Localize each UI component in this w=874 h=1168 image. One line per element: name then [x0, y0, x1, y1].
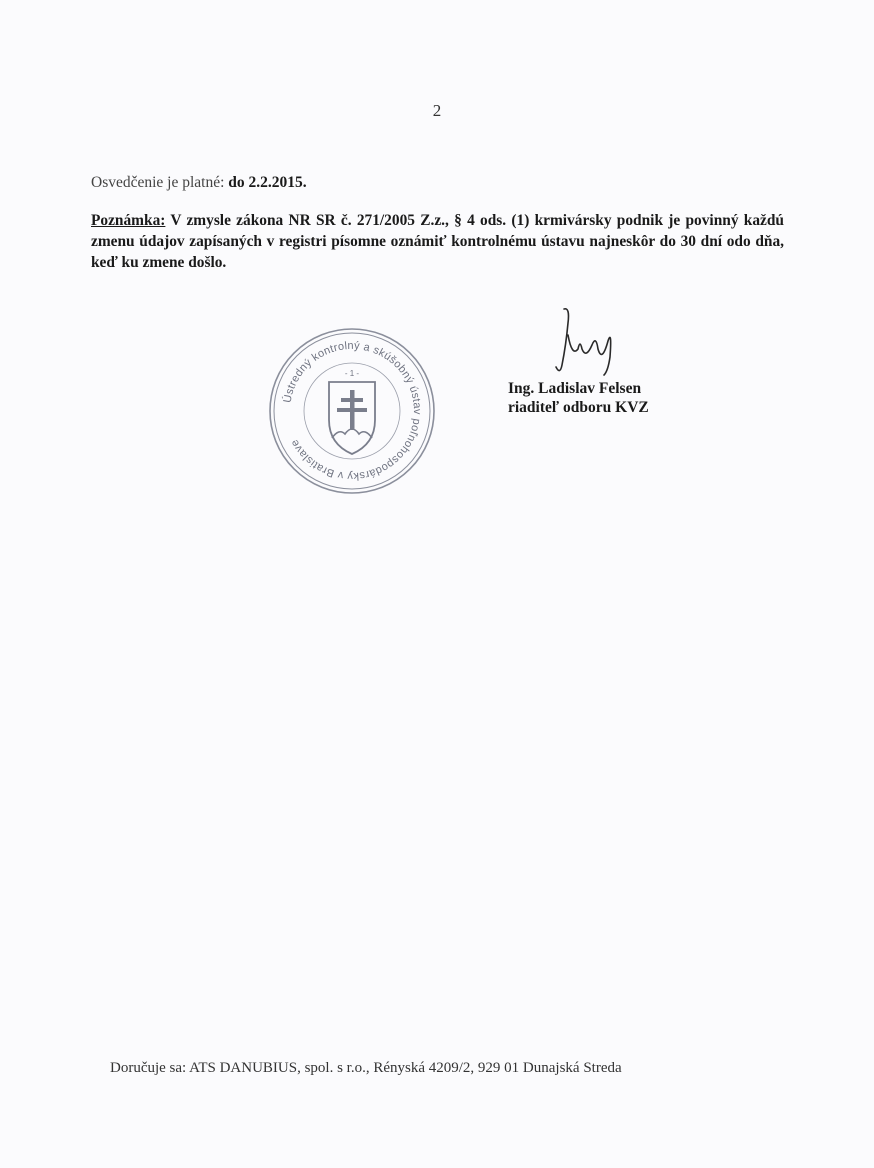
validity-date: do 2.2.2015.: [228, 174, 307, 191]
handwritten-signature: [550, 305, 630, 377]
stamp-number: - 1 -: [344, 369, 360, 378]
official-stamp: [267, 326, 437, 496]
signer-title: riaditeľ odboru KVZ: [508, 399, 649, 416]
page-number: 2: [432, 101, 442, 120]
note-label: Poznámka:: [91, 212, 166, 229]
delivery-footer: Doručuje sa: ATS DANUBIUS, spol. s r.o., Rényská 4209/2, 929 01 Dunajská Streda: [110, 1060, 622, 1076]
validity-line: [91, 174, 307, 192]
stamp-text: Ústredný kontrolný a skúšobný ústav poľnohospodársky v Bratislave: [281, 339, 424, 483]
signer-name: Ing. Ladislav Felsen: [508, 380, 642, 397]
signer-block: [508, 379, 649, 417]
validity-label: Osvedčenie je platné:: [91, 174, 225, 191]
note-text: V zmysle zákona NR SR č. 271/2005 Z.z., § 4 ods. (1) krmivársky podnik je povinný každú zmenu údajov zapísaných v registri písomne oznámiť kontrolnému ústavu najneskôr do 30 dní odo dňa, keď ku zmene došlo.: [91, 212, 784, 271]
coat-of-arms-icon: [329, 382, 375, 454]
note-paragraph: [91, 210, 784, 273]
